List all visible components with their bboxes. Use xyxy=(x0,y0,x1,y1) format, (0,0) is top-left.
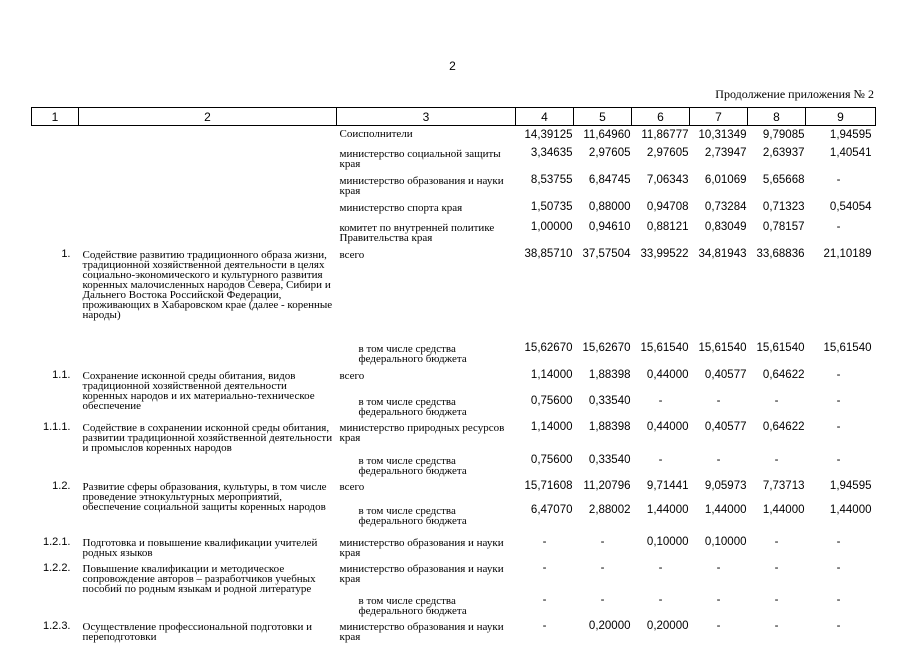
value-cell: 1,88398 xyxy=(574,421,632,454)
funding-source: в том числе средства федерального бюджета xyxy=(337,454,516,480)
funding-source: министерство образования и науки края xyxy=(337,620,516,646)
value-cell: 6,01069 xyxy=(690,174,748,201)
value-cell: 38,85710 xyxy=(516,248,574,342)
header-row xyxy=(32,108,876,126)
value-cell: - xyxy=(690,594,748,620)
value-cell: 11,64960 xyxy=(574,126,632,148)
row-name: Содействие в сохранении исконной среды обитания, развитии традиционной хозяйственной деятельности и промыслов коренных народов xyxy=(79,421,337,480)
value-cell: 1,40541 xyxy=(806,147,876,174)
value-cell: 0,83049 xyxy=(690,221,748,248)
continuation-label: Продолжение приложения № 2 xyxy=(715,87,874,102)
header-cell: 2 xyxy=(79,108,337,126)
value-cell: 0,40577 xyxy=(690,369,748,395)
budget-table xyxy=(31,107,876,646)
value-cell: 0,64622 xyxy=(748,369,806,395)
funding-source: министерство образования и науки края xyxy=(337,536,516,562)
value-cell: 14,39125 xyxy=(516,126,574,148)
value-cell: 1,88398 xyxy=(574,369,632,395)
row-name xyxy=(79,147,337,174)
row-code xyxy=(32,174,79,201)
table-row xyxy=(32,536,876,562)
value-cell: 0,88121 xyxy=(632,221,690,248)
value-cell: - xyxy=(748,536,806,562)
value-cell: 15,62670 xyxy=(574,342,632,369)
value-cell: - xyxy=(806,174,876,201)
value-cell: 0,44000 xyxy=(632,369,690,395)
value-cell: 6,47070 xyxy=(516,504,574,536)
value-cell: - xyxy=(806,395,876,421)
value-cell: 10,31349 xyxy=(690,126,748,148)
value-cell: 1,44000 xyxy=(748,504,806,536)
row-code: 1.2.1. xyxy=(32,536,79,562)
value-cell: - xyxy=(806,562,876,594)
funding-source: министерство природных ресурсов края xyxy=(337,421,516,454)
value-cell: 1,14000 xyxy=(516,421,574,454)
value-cell: - xyxy=(690,454,748,480)
value-cell: - xyxy=(574,562,632,594)
value-cell: - xyxy=(748,620,806,646)
value-cell: - xyxy=(806,594,876,620)
header-cell: 7 xyxy=(690,108,748,126)
value-cell: 9,71441 xyxy=(632,480,690,504)
value-cell: 21,10189 xyxy=(806,248,876,342)
value-cell: 0,73284 xyxy=(690,201,748,221)
value-cell: 0,64622 xyxy=(748,421,806,454)
value-cell: 1,94595 xyxy=(806,126,876,148)
row-code xyxy=(32,126,79,148)
value-cell: 15,61540 xyxy=(806,342,876,369)
value-cell: 5,65668 xyxy=(748,174,806,201)
funding-source: министерство социальной защиты края xyxy=(337,147,516,174)
funding-source: в том числе средства федерального бюджета xyxy=(337,342,516,369)
value-cell: - xyxy=(806,421,876,454)
value-cell: 9,05973 xyxy=(690,480,748,504)
funding-source: всего xyxy=(337,248,516,342)
funding-source: всего xyxy=(337,480,516,504)
value-cell: - xyxy=(516,594,574,620)
value-cell: 0,20000 xyxy=(632,620,690,646)
value-cell: 11,86777 xyxy=(632,126,690,148)
funding-source: министерство образования и науки края xyxy=(337,174,516,201)
value-cell: 7,73713 xyxy=(748,480,806,504)
value-cell: - xyxy=(516,536,574,562)
table-row xyxy=(32,201,876,221)
value-cell: 2,88002 xyxy=(574,504,632,536)
value-cell: - xyxy=(748,395,806,421)
funding-source: комитет по внутренней политике Правительства края xyxy=(337,221,516,248)
value-cell: 2,97605 xyxy=(574,147,632,174)
funding-source: в том числе средства федерального бюджета xyxy=(337,504,516,536)
table-row xyxy=(32,221,876,248)
funding-source: в том числе средства федерального бюджета xyxy=(337,594,516,620)
value-cell: - xyxy=(806,221,876,248)
value-cell: 0,88000 xyxy=(574,201,632,221)
value-cell: - xyxy=(632,562,690,594)
value-cell: - xyxy=(806,454,876,480)
value-cell: 2,97605 xyxy=(632,147,690,174)
row-name: Подготовка и повышение квалификации учителей родных языков xyxy=(79,536,337,562)
value-cell: 8,53755 xyxy=(516,174,574,201)
value-cell: - xyxy=(690,620,748,646)
value-cell: 0,10000 xyxy=(690,536,748,562)
table-row xyxy=(32,248,876,342)
value-cell: 15,71608 xyxy=(516,480,574,504)
funding-source: всего xyxy=(337,369,516,395)
value-cell: - xyxy=(516,562,574,594)
row-name: Осуществление профессиональной подготовки и переподготовки xyxy=(79,620,337,646)
value-cell: - xyxy=(748,454,806,480)
funding-source: министерство спорта края xyxy=(337,201,516,221)
value-cell: 0,33540 xyxy=(574,454,632,480)
value-cell: 7,06343 xyxy=(632,174,690,201)
value-cell: 0,75600 xyxy=(516,395,574,421)
value-cell: 2,63937 xyxy=(748,147,806,174)
row-name xyxy=(79,201,337,221)
row-code: 1.2.3. xyxy=(32,620,79,646)
value-cell: - xyxy=(690,562,748,594)
row-name: Содействие развитию традиционного образа жизни, традиционной хозяйственной деятельности в целях социально-экономического и культурного развития коренных малочисленных народов Севера, Сибири и Дальнего Востока Российской Федерации, проживающих в Хабаровском крае (далее - коренные народы) xyxy=(79,248,337,369)
value-cell: 0,75600 xyxy=(516,454,574,480)
value-cell: 0,44000 xyxy=(632,421,690,454)
value-cell: 0,78157 xyxy=(748,221,806,248)
row-code: 1.1. xyxy=(32,369,79,421)
table-row xyxy=(32,147,876,174)
value-cell: 15,61540 xyxy=(690,342,748,369)
value-cell: 0,10000 xyxy=(632,536,690,562)
value-cell: - xyxy=(574,536,632,562)
value-cell: - xyxy=(632,454,690,480)
value-cell: 0,54054 xyxy=(806,201,876,221)
value-cell: 0,94708 xyxy=(632,201,690,221)
value-cell: 2,73947 xyxy=(690,147,748,174)
row-name xyxy=(79,174,337,201)
funding-source: в том числе средства федерального бюджета xyxy=(337,395,516,421)
value-cell: 1,50735 xyxy=(516,201,574,221)
table-row xyxy=(32,421,876,454)
value-cell: - xyxy=(632,594,690,620)
table-row xyxy=(32,620,876,646)
value-cell: 15,61540 xyxy=(748,342,806,369)
value-cell: 15,62670 xyxy=(516,342,574,369)
value-cell: - xyxy=(690,395,748,421)
value-cell: - xyxy=(806,369,876,395)
value-cell: 6,84745 xyxy=(574,174,632,201)
header-cell: 5 xyxy=(574,108,632,126)
row-name xyxy=(79,221,337,248)
value-cell: 0,20000 xyxy=(574,620,632,646)
value-cell: - xyxy=(748,562,806,594)
row-name: Повышение квалификации и методическое сопровождение авторов – разработчиков учебных пособий по родным языкам и родной литературе xyxy=(79,562,337,620)
page-number: 2 xyxy=(0,59,905,73)
value-cell: 33,99522 xyxy=(632,248,690,342)
value-cell: 15,61540 xyxy=(632,342,690,369)
row-name: Сохранение исконной среды обитания, видов традиционной хозяйственной деятельности коренных народов и их материально-техническое обеспечение xyxy=(79,369,337,421)
value-cell: 9,79085 xyxy=(748,126,806,148)
value-cell: - xyxy=(748,594,806,620)
value-cell: 1,44000 xyxy=(632,504,690,536)
header-cell: 4 xyxy=(516,108,574,126)
value-cell: 33,68836 xyxy=(748,248,806,342)
table-row xyxy=(32,562,876,594)
value-cell: - xyxy=(806,536,876,562)
value-cell: 1,44000 xyxy=(806,504,876,536)
table-row xyxy=(32,369,876,395)
header-cell: 6 xyxy=(632,108,690,126)
value-cell: 1,44000 xyxy=(690,504,748,536)
header-cell: 1 xyxy=(32,108,79,126)
header-cell: 9 xyxy=(806,108,876,126)
header-cell: 8 xyxy=(748,108,806,126)
value-cell: - xyxy=(516,620,574,646)
row-code xyxy=(32,147,79,174)
row-code: 1. xyxy=(32,248,79,369)
value-cell: 0,71323 xyxy=(748,201,806,221)
value-cell: 1,00000 xyxy=(516,221,574,248)
funding-source: министерство образования и науки края xyxy=(337,562,516,594)
value-cell: 37,57504 xyxy=(574,248,632,342)
value-cell: 0,33540 xyxy=(574,395,632,421)
value-cell: 3,34635 xyxy=(516,147,574,174)
value-cell: 11,20796 xyxy=(574,480,632,504)
table-row xyxy=(32,480,876,504)
value-cell: 1,94595 xyxy=(806,480,876,504)
value-cell: - xyxy=(574,594,632,620)
row-name: Развитие сферы образования, культуры, в том числе проведение этнокультурных мероприятий, обеспечение социальной защиты коренных народов xyxy=(79,480,337,536)
value-cell: - xyxy=(806,620,876,646)
funding-source: Соисполнители xyxy=(337,126,516,148)
value-cell: 0,40577 xyxy=(690,421,748,454)
value-cell: - xyxy=(632,395,690,421)
row-code xyxy=(32,201,79,221)
row-code: 1.1.1. xyxy=(32,421,79,480)
row-code: 1.2. xyxy=(32,480,79,536)
table-body xyxy=(32,126,876,646)
row-code: 1.2.2. xyxy=(32,562,79,620)
header-cell: 3 xyxy=(337,108,516,126)
row-name xyxy=(79,126,337,148)
value-cell: 34,81943 xyxy=(690,248,748,342)
table-row xyxy=(32,174,876,201)
value-cell: 0,94610 xyxy=(574,221,632,248)
table-row xyxy=(32,126,876,148)
value-cell: 1,14000 xyxy=(516,369,574,395)
row-code xyxy=(32,221,79,248)
